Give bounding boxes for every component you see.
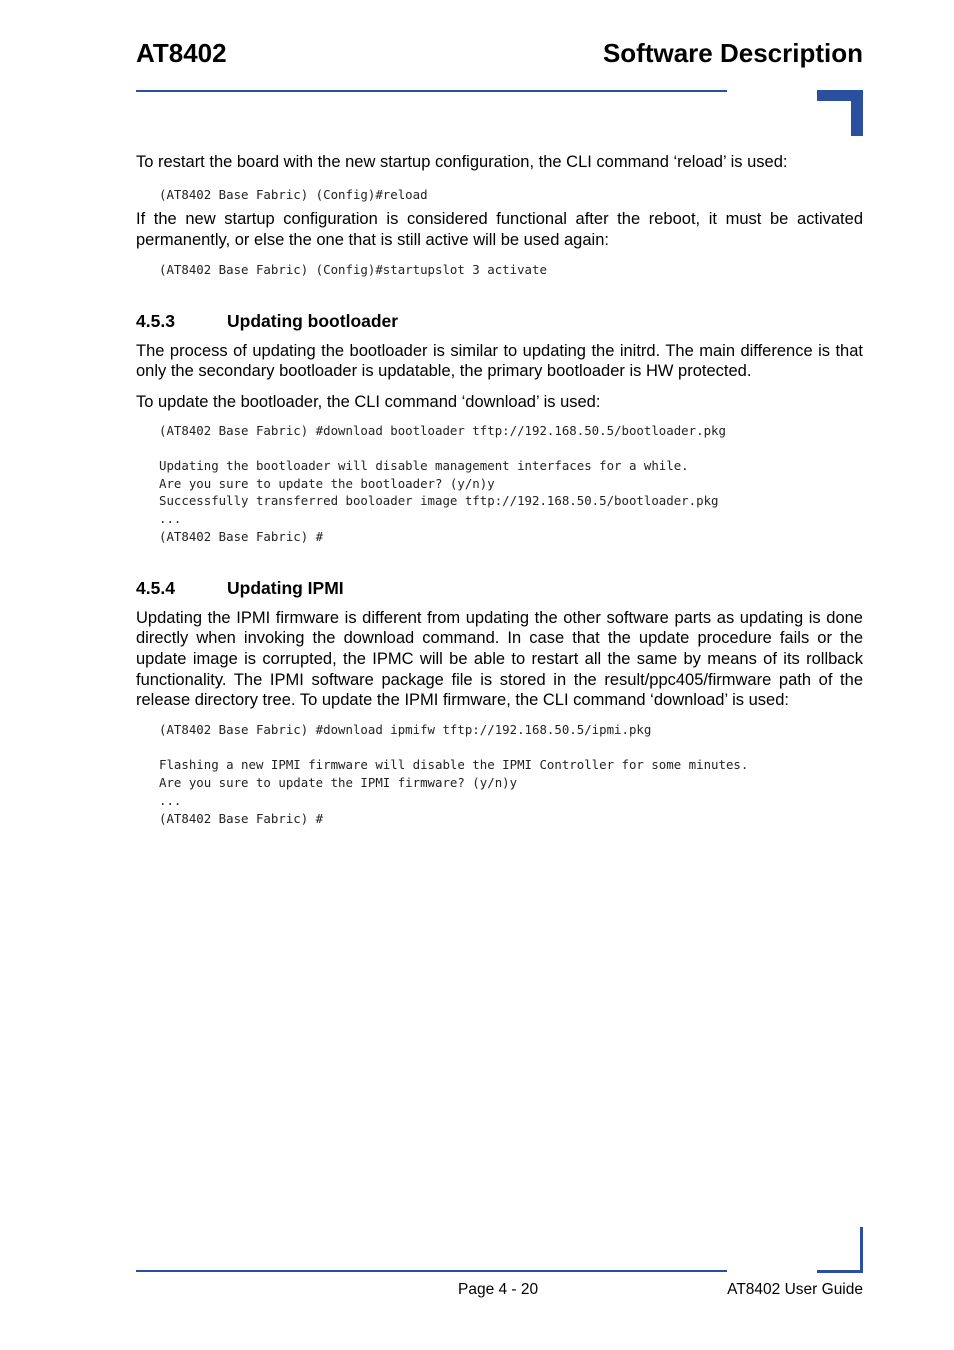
- header-chapter: Software Description: [602, 38, 863, 68]
- page-content: [136, 152, 863, 827]
- code-bootloader-download: (AT8402 Base Fabric) #download bootloader tftp://192.168.50.5/bootloader.pkg Updating the bootloader will disable management interfaces for a while. Are you sure to update the bootloader? (y/n)y Successfully transferred booloader image tftp://192.168.50.5/bootloader.pkg ... (AT8402 Base Fabric) #: [159, 422, 726, 544]
- footer-rule: [136, 1270, 727, 1272]
- page-number: Page 4 - 20: [458, 1281, 539, 1298]
- paragraph-bootloader-command: To update the bootloader, the CLI command ‘download’ is used:: [136, 392, 601, 411]
- paragraph-bootloader-process: The process of updating the bootloader is similar to updating the initrd. The main difference is that only the secondary bootloader is updatable, the primary bootloader is HW protected.: [136, 341, 863, 381]
- footer-corner-mark: [817, 1270, 863, 1273]
- section-heading-bootloader: [136, 310, 863, 332]
- code-reload: (AT8402 Base Fabric) (Config)#reload: [159, 186, 428, 202]
- section-heading-ipmi: [136, 577, 863, 599]
- header-rule: [136, 90, 727, 92]
- paragraph-activate: If the new startup configuration is considered functional after the reboot, it must be activated permanently, or else the one that is still active will be used again:: [136, 210, 863, 250]
- paragraph-ipmi: Updating the IPMI firmware is different from updating the other software parts as updating is done directly when invoking the download command. In case that the update procedure fails or the update image is corrupted, the IPMC will be able to restart all the same by means of its rollback functionality. The IPMI software package file is stored in the result/ppc405/firmware path of the release directory tree. To update the IPMI firmware, the CLI command ‘download’ is used:: [136, 608, 863, 710]
- footer-corner-mark-vertical: [860, 1227, 863, 1273]
- section-number: 4.5.3: [136, 310, 175, 331]
- code-startupslot: (AT8402 Base Fabric) (Config)#startupslot 3 activate: [159, 261, 547, 277]
- footer-guide-title: AT8402 User Guide: [727, 1281, 863, 1298]
- header-product: AT8402: [136, 38, 227, 68]
- section-title: Updating IPMI: [227, 577, 344, 598]
- header-corner-mark-vertical: [851, 90, 863, 136]
- code-ipmi-download: (AT8402 Base Fabric) #download ipmifw tftp://192.168.50.5/ipmi.pkg Flashing a new IPMI firmware will disable the IPMI Controller for some minutes. Are you sure to update the IPMI firmware? (y/n)y ... (AT8402 Base Fabric) #: [159, 722, 749, 826]
- section-number: 4.5.4: [136, 577, 175, 598]
- paragraph-restart: To restart the board with the new startup configuration, the CLI command ‘reload’ is used:: [136, 153, 788, 171]
- section-title: Updating bootloader: [227, 310, 399, 331]
